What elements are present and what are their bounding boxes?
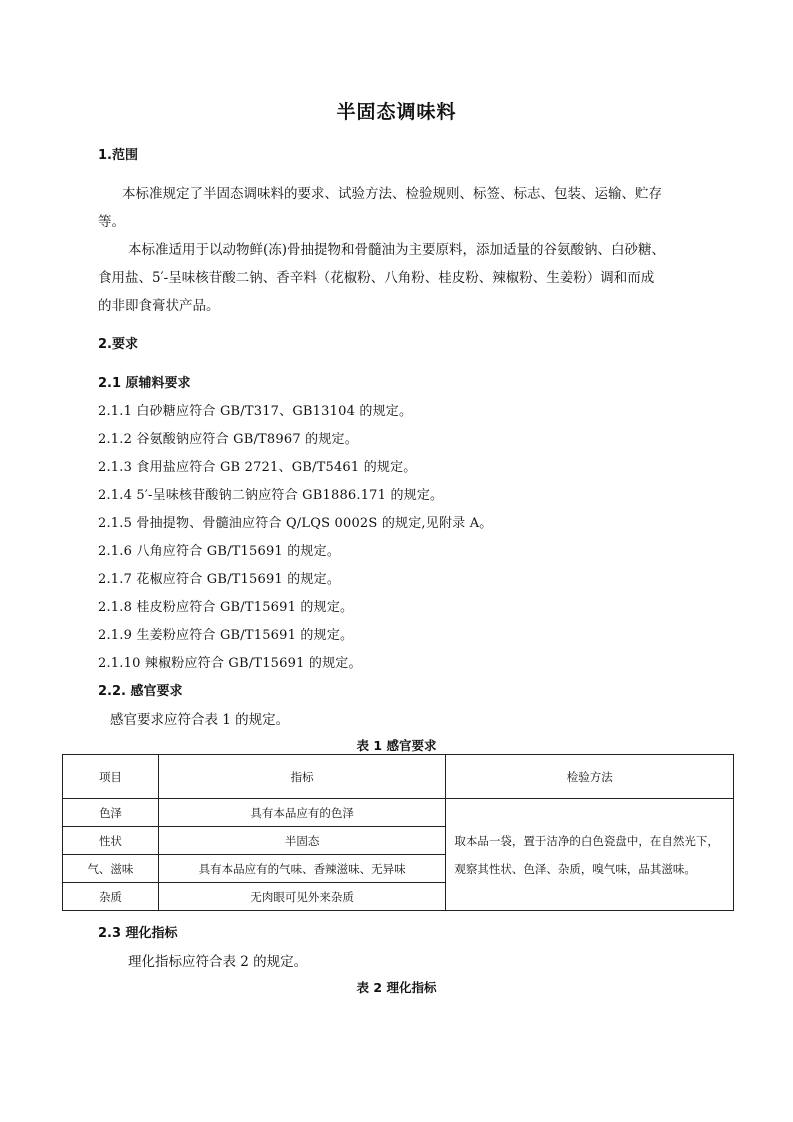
list-item: 2.1.8 桂皮粉应符合 GB/T15691 的规定。: [98, 600, 354, 615]
section-2-heading: 2.要求: [98, 337, 138, 352]
column-header-method: 检验方法: [446, 755, 734, 799]
section-2-1-heading: 2.1 原辅料要求: [98, 376, 191, 391]
sensory-requirements-table: [62, 754, 734, 911]
list-item: 2.1.4 5′-呈味核苷酸钠二钠应符合 GB1886.171 的规定。: [98, 488, 444, 503]
column-header-item: 项目: [63, 755, 159, 799]
method-line-1: 取本品一袋，置于洁净的白色瓷盘中，在自然光下，: [454, 833, 719, 848]
table-1-caption: 表 1 感官要求: [356, 738, 437, 753]
table-cell-method: [446, 799, 734, 911]
list-item: 2.1.6 八角应符合 GB/T15691 的规定。: [98, 544, 341, 559]
section-1-heading: 1.范围: [98, 148, 138, 163]
sensory-intro-text: 感官要求应符合表 1 的规定。: [110, 712, 290, 728]
table-cell-item: 气、滋味: [63, 855, 159, 883]
section-2-3-heading: 2.3 理化指标: [98, 926, 178, 941]
physchem-intro-text: 理化指标应符合表 2 的规定。: [128, 954, 308, 970]
table-header-row: [63, 755, 734, 799]
table-cell-indicator: 具有本品应有的色泽: [158, 799, 446, 827]
list-item: 2.1.1 白砂糖应符合 GB/T317、GB13104 的规定。: [98, 404, 413, 419]
table-cell-indicator: 具有本品应有的气味、香辣滋味、无异味: [158, 855, 446, 883]
scope-paragraph-1-line-1: 本标准规定了半固态调味料的要求、试验方法、检验规则、标签、标志、包装、运输、贮存: [122, 186, 662, 202]
table-cell-item: 杂质: [63, 883, 159, 911]
table-2-caption: 表 2 理化指标: [356, 980, 437, 995]
list-item: 2.1.2 谷氨酸钠应符合 GB/T8967 的规定。: [98, 432, 358, 447]
page-title: 半固态调味料: [336, 101, 457, 123]
section-2-2-heading: 2.2. 感官要求: [98, 684, 183, 699]
table-cell-indicator: 无肉眼可见外来杂质: [158, 883, 446, 911]
list-item: 2.1.9 生姜粉应符合 GB/T15691 的规定。: [98, 628, 354, 643]
list-item: 2.1.10 辣椒粉应符合 GB/T15691 的规定。: [98, 656, 362, 671]
scope-paragraph-2-line-3: 的非即食膏状产品。: [98, 298, 220, 314]
scope-paragraph-2-line-1: 本标准适用于以动物鲜(冻)骨抽提物和骨髓油为主要原料，添加适量的谷氨酸钠、白砂糖、: [128, 242, 666, 258]
table-cell-item: 色泽: [63, 799, 159, 827]
table-cell-indicator: 半固态: [158, 827, 446, 855]
column-header-indicator: 指标: [158, 755, 446, 799]
scope-paragraph-1-line-2: 等。: [98, 214, 125, 230]
table-row: [63, 799, 734, 827]
list-item: 2.1.3 食用盐应符合 GB 2721、GB/T5461 的规定。: [98, 460, 417, 475]
list-item: 2.1.5 骨抽提物、骨髓油应符合 Q/LQS 0002S 的规定,见附录 A。: [98, 516, 493, 531]
table-cell-item: 性状: [63, 827, 159, 855]
method-line-2: 观察其性状、色泽、杂质，嗅气味，品其滋味。: [454, 861, 696, 876]
scope-paragraph-2-line-2: 食用盐、5′-呈味核苷酸二钠、香辛料（花椒粉、八角粉、桂皮粉、辣椒粉、生姜粉）调和而成: [98, 270, 655, 286]
list-item: 2.1.7 花椒应符合 GB/T15691 的规定。: [98, 572, 341, 587]
